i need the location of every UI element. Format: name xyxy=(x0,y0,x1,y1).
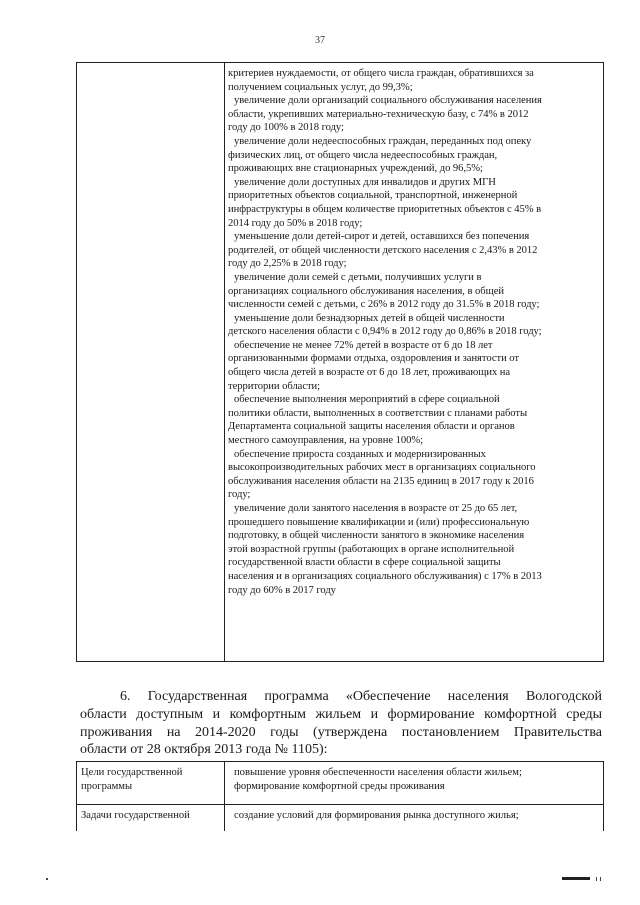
text-line: обслуживания населения области на 2135 единиц в 2017 году к 2016 xyxy=(228,475,534,487)
text-line: местного самоуправления, на уровне 100%; xyxy=(228,435,424,447)
text-line: общего числа детей в возрасте от 6 до 18 лет, проживающих на xyxy=(228,367,511,379)
text-line: этой возрастной группы (работающих в органе исполнительной xyxy=(228,543,515,555)
text-line: обеспечение прироста созданных и модернизированных xyxy=(234,448,486,460)
text-line: году до 100% в 2018 году; xyxy=(228,122,344,134)
text-line: инфраструктуры в общем количестве приоритетных объектов с 45% в xyxy=(228,203,542,215)
text-line: году; xyxy=(228,489,251,501)
text-line: организациях социального обслуживания населения, в общей xyxy=(228,285,504,297)
indicators-cell xyxy=(228,67,599,597)
page-number: 37 xyxy=(315,35,325,46)
text-line: родителей, от общей численности детского населения с 2,43% в 2012 xyxy=(228,244,538,256)
goals-label: Цели государственной xyxy=(81,767,183,778)
text-line: детского населения области с 0,94% в 2012 году до 0,86% в 2018 году; xyxy=(228,326,542,338)
text-line: получением социальных услуг, до 99,3%; xyxy=(228,81,413,93)
scan-mark xyxy=(562,877,590,880)
text-line: обеспечение не менее 72% детей в возрасте от 6 до 18 лет xyxy=(234,339,493,351)
text-line: проживающих вне стационарных учреждений, до 96,5%; xyxy=(228,163,483,175)
tasks-value: создание условий для формирования рынка доступного жилья; xyxy=(234,810,519,821)
text-line: численности семей с детьми, с 26% в 2012 году до 31.5% в 2018 году; xyxy=(228,299,540,311)
indicators-table xyxy=(76,62,604,662)
scan-mark xyxy=(46,878,48,880)
row-divider xyxy=(77,804,603,805)
text-line: Департамента социальной защиты населения области и органов xyxy=(228,421,515,433)
text-line: увеличение доли семей с детьми, получивших услуги в xyxy=(234,271,482,283)
tasks-label: Задачи государственной xyxy=(81,810,190,821)
program-heading-paragraph xyxy=(80,688,602,759)
text-line: высокопроизводительных рабочих мест в организациях социального xyxy=(228,462,536,474)
scan-mark xyxy=(596,877,597,881)
text-line: 2014 году до 50% в 2018 году; xyxy=(228,217,363,229)
scan-mark xyxy=(600,877,601,881)
text-line: критериев нуждаемости, от общего числа граждан, обратившихся за xyxy=(228,68,534,79)
text-line: увеличение доли недееспособных граждан, переданных под опеку xyxy=(234,135,532,147)
goals-value: формирование комфортной среды проживания xyxy=(234,780,445,792)
text-line: области, укрепивших материально-техническую базу, с 74% в 2012 xyxy=(228,108,529,120)
text-line: уменьшение доли детей-сирот и детей, оставшихся без попечения xyxy=(234,231,530,243)
text-line: увеличение доли занятого населения в возрасте от 25 до 65 лет, xyxy=(234,503,518,514)
program-table xyxy=(76,761,604,831)
text-line: политики области, выполненных в соответствии с планами работы xyxy=(228,407,528,419)
text-line: прошедшего повышение квалификации и (или) профессиональную xyxy=(228,516,530,528)
paragraph-line: 6. Государственная программа «Обеспечение населения Вологодской xyxy=(120,689,602,704)
text-line: уменьшение доли безнадзорных детей в общей численности xyxy=(234,312,505,324)
goals-value-cell xyxy=(234,766,599,793)
goals-label-cell xyxy=(81,766,221,793)
column-divider xyxy=(224,762,225,831)
column-divider xyxy=(224,63,225,661)
text-line: году до 60% в 2017 году xyxy=(228,584,336,596)
text-line: физических лиц, от общего числа недееспособных граждан, xyxy=(228,149,498,161)
text-line: организованными формами отдыха, оздоровления и занятости от xyxy=(228,353,519,365)
text-line: увеличение доли организаций социального обслуживания населения xyxy=(234,95,542,107)
text-line: приоритетных объектов социальной, транспортной, инженерной xyxy=(228,190,518,202)
paragraph-line: проживания на 2014-2020 годы (утверждена постановлением Правительства xyxy=(80,724,602,740)
paragraph-line: области доступным и комфортным жильем и формирование комфортной среды xyxy=(80,706,602,722)
text-line: территории области; xyxy=(228,380,321,392)
text-line: подготовку, в общей численности занятого в экономике населения xyxy=(228,530,525,542)
text-line: государственной власти области в сфере социальной защиты xyxy=(228,557,501,569)
text-line: населения и в организациях социального обслуживания) с 17% в 2013 xyxy=(228,570,542,582)
paragraph-line: области от 28 октября 2013 года № 1105): xyxy=(80,742,328,758)
text-line: обеспечение выполнения мероприятий в сфере социальной xyxy=(234,394,500,406)
goals-value: повышение уровня обеспеченности населения области жильем; xyxy=(234,767,522,778)
text-line: увеличение доли доступных для инвалидов и других МГН xyxy=(234,176,496,188)
text-line: году до 2,25% в 2018 году; xyxy=(228,258,347,270)
goals-label: программы xyxy=(81,780,133,792)
